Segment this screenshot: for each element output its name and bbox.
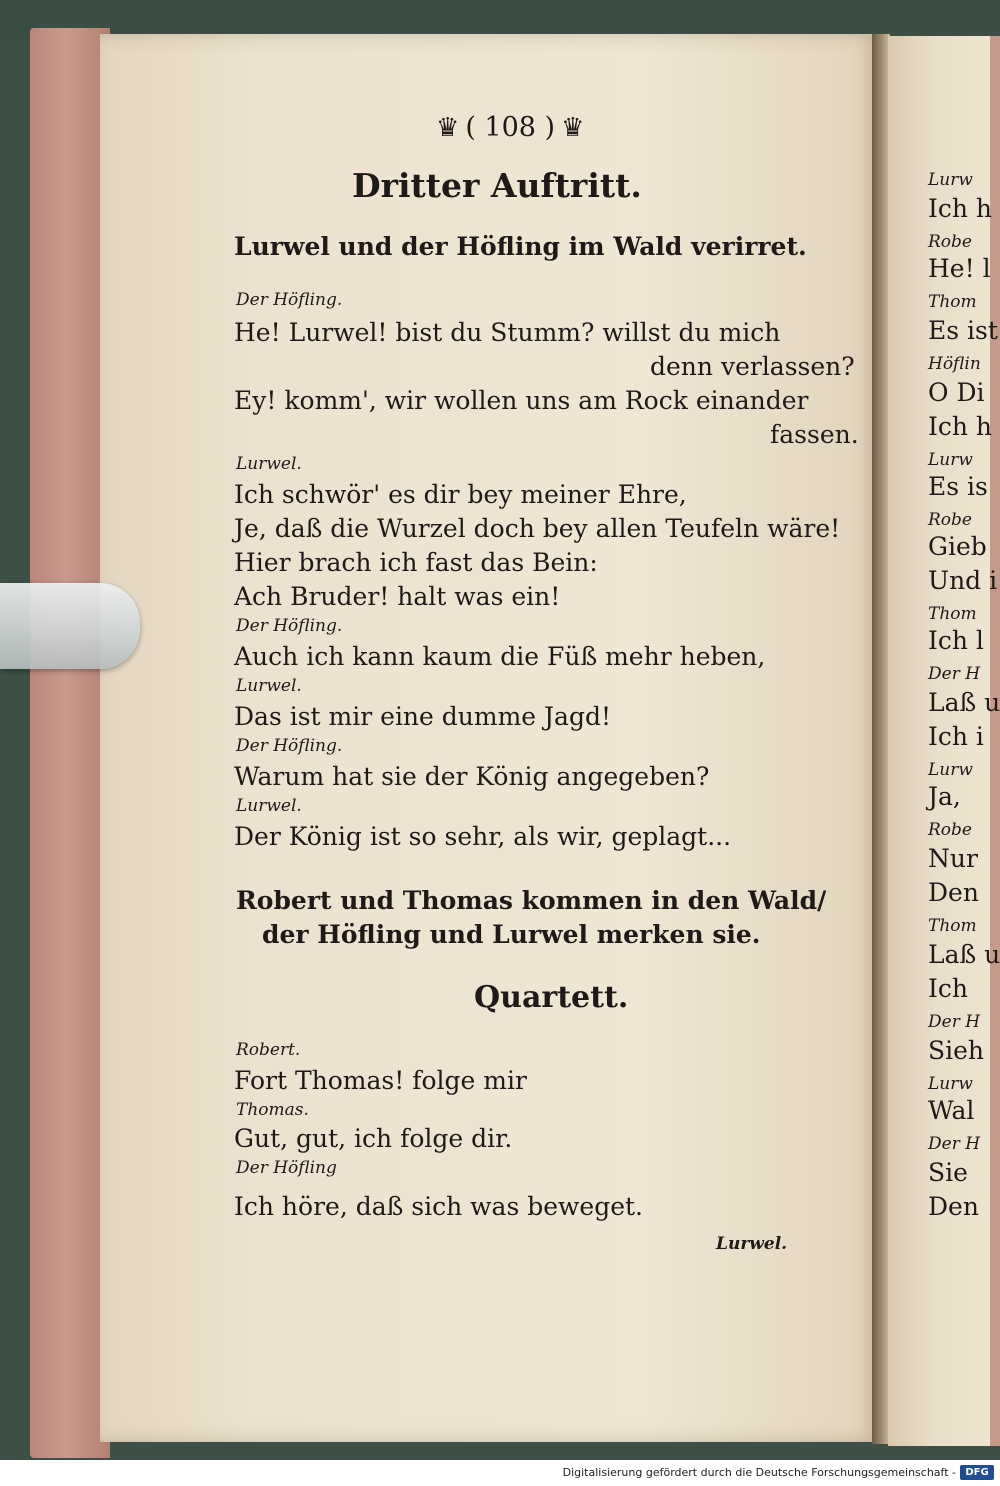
speaker-label: Lurwel. [236,676,302,696]
right-page-fragment: Lurw [928,1074,973,1094]
right-page-fragment: Es is [928,472,988,501]
verse-line: denn verlassen? [650,352,855,381]
right-page-fragment: Und i [928,566,998,595]
right-page-fragment: Ich i [928,722,984,751]
verse-line: Ach Bruder! halt was ein! [234,582,561,611]
verse-line: Ich schwör' es dir bey meiner Ehre, [234,480,687,509]
verse-line: Warum hat sie der König angegeben? [234,762,710,791]
right-page-fragment: Höflin [928,354,981,374]
verse-line: Auch ich kann kaum die Füß mehr heben, [234,642,766,671]
speaker-label: Der Höfling. [236,616,343,636]
right-page-fragment: Der H [928,664,981,684]
right-page-fragment: Sie [928,1158,968,1187]
speaker-label: Robert. [236,1040,301,1060]
right-page-fragment: Nur [928,844,978,873]
right-page-fragment: Sieh [928,1036,985,1065]
right-page-fragment: Ich l [928,626,984,655]
right-page-fragment: Laß u [928,940,1000,969]
scene-subtitle: Lurwel und der Höfling im Wald verirret. [234,232,807,261]
right-page-fragment: Lurw [928,760,973,780]
footer-bar [0,1460,1000,1486]
right-page-fragment: Ich h [928,412,993,441]
speaker-label: Der Höfling [236,1158,337,1178]
right-page-fragment: Thom [928,604,977,624]
dfg-logo: DFG [960,1465,994,1480]
right-page-edge [990,36,1000,1446]
left-page-edge [30,28,110,1458]
right-page-fragment: Ich [928,974,968,1003]
right-page-fragment: Den [928,878,979,907]
page-clip [0,583,140,669]
scene-title: Dritter Auftritt. [352,166,642,205]
right-page-fragment: Laß u [928,688,1000,717]
verse-line: Je, daß die Wurzel doch bey allen Teufeln wäre! [234,514,841,543]
verse-line: He! Lurwel! bist du Stumm? willst du mich [234,318,781,347]
catchword: Lurwel. [716,1234,788,1254]
verse-line: Das ist mir eine dumme Jagd! [234,702,612,731]
page-number: ( 108 ) [465,112,556,143]
verse-line: Der König ist so sehr, als wir, geplagt... [234,822,732,851]
verse-line: Ey! komm', wir wollen uns am Rock einander [234,386,809,415]
funding-notice: Digitalisierung gefördert durch die Deutsche Forschungsgemeinschaft - [562,1466,956,1479]
section-title: Quartett. [474,980,629,1015]
right-page-fragment: Wal [928,1096,975,1125]
speaker-label: Der Höfling. [236,290,343,310]
right-page-fragment: He! l [928,254,991,283]
right-page-fragment: Thom [928,292,977,312]
right-page-fragment: Gieb [928,532,987,561]
stage-direction: der Höfling und Lurwel merken sie. [262,920,761,949]
right-page-fragment: Es ist [928,316,998,345]
right-page-fragment: Ich h [928,194,993,223]
right-page-fragment: Robe [928,232,972,252]
verse-line: Fort Thomas! folge mir [234,1066,527,1095]
right-page-fragment: O Di [928,378,985,407]
verse-line: Hier brach ich fast das Bein: [234,548,598,577]
right-page-fragment: Thom [928,916,977,936]
speaker-label: Lurwel. [236,796,302,816]
right-page-fragment: Robe [928,510,972,530]
right-page-fragment: Lurw [928,450,973,470]
verse-line: Ich höre, daß sich was beweget. [234,1192,644,1221]
right-page-fragment: Der H [928,1012,981,1032]
crown-ornament-icon: ♛ [561,113,585,143]
speaker-label: Der Höfling. [236,736,343,756]
right-page-fragment: Den [928,1192,979,1221]
right-page-fragment: Der H [928,1134,981,1154]
speaker-label: Thomas. [236,1100,309,1120]
verse-line: Gut, gut, ich folge dir. [234,1124,513,1153]
right-page-fragment: Lurw [928,170,973,190]
right-page-fragment: Robe [928,820,972,840]
right-page-fragment: Ja, [928,782,961,811]
verse-line: fassen. [770,420,859,449]
stage-direction: Robert und Thomas kommen in den Wald/ [236,886,827,915]
crown-ornament-icon: ♛ [436,113,460,143]
page-header [430,112,590,143]
speaker-label: Lurwel. [236,454,302,474]
